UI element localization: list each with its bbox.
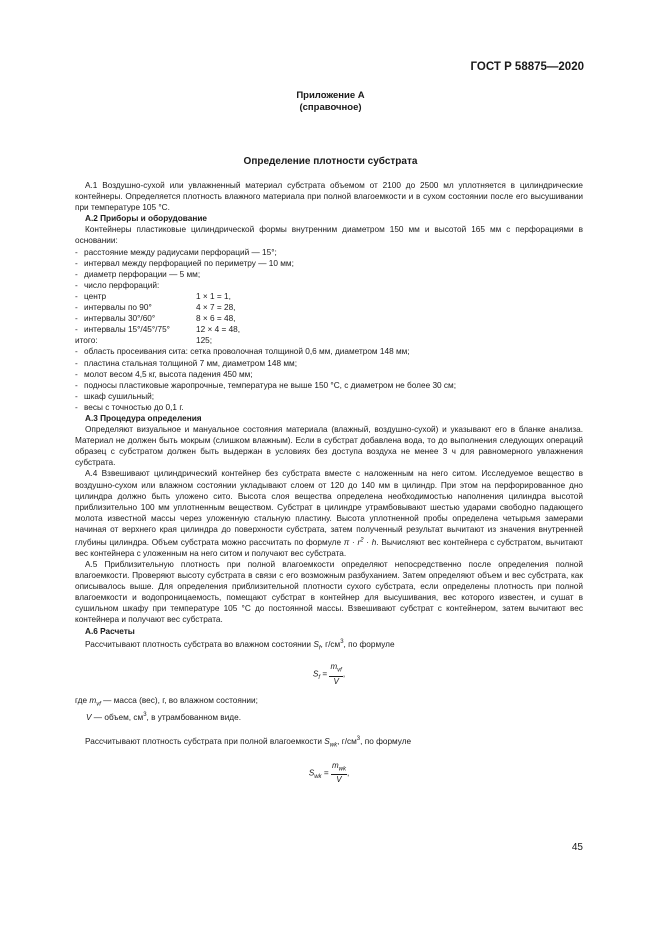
page-number: 45	[571, 842, 583, 853]
perforation-row: - интервалы 30°/60° 8 × 6 = 48,	[75, 314, 236, 324]
list-item: - пластина стальная толщиной 7 мм, диаметром 148 мм;	[75, 358, 297, 368]
volume-formula: $\pi \cdot r^2 \cdot h$	[343, 537, 377, 547]
list-item: - интервал между перфорацией по периметру — 10 мм;	[75, 258, 294, 268]
list-item: - расстояние между радиусами перфораций — 15°;	[75, 247, 277, 257]
paragraph-a5: А.5 Приблизительную плотность при полной влагоемкости определяют непосредственно после определения полной влагоемкости. Проверяют высоту субстрата в связи с его возможным разбуханием. Затем определяют объем и вес субстрата, как описывалось выше. Для определения приблизительной плотности сухого субстрата, если определены плотность при полной влагоемкости и водопроницаемость, помещают субстрат в контейнер для высушивания, вес которого известен, и сушат в сушильном шкафу при температуре 105 °С до постоянной массы. Взвешивают субстрат с контейнером, затем вычитают вес контейнера и получают вес субстрата.	[75, 559, 583, 625]
list-item: - молот весом 4,5 кг, высота падения 450 мм;	[75, 369, 253, 379]
list-item: - подносы пластиковые жаропрочные, температура не выше 150 °С, с диаметром не более 30 см;	[75, 380, 457, 390]
heading-a6: А.6 Расчеты	[85, 626, 135, 636]
legend-mass: где $m_{vf}$ — масса (вес), г, во влажном состоянии;	[75, 695, 258, 708]
paragraph-a3: Определяют визуальное и мануальное состояния материала (влажный, воздушно-сухой) и указывают его в бланке анализа. Материал не должен быть мокрым (слишком влажным). Если в субстрат добавлена вода, то до выполнения следующих операций образец с субстратом должен быть выдержан в условиях без доступа воздуха не менее 3 ч для равномерного увлажнения субстрата.	[75, 425, 583, 468]
heading-a2: А.2 Приборы и оборудование	[85, 214, 208, 224]
perforation-total: итого: 125;	[75, 336, 213, 346]
annex-note: (справочное)	[299, 102, 362, 113]
paragraph-a2-intro: Контейнеры пластиковые цилиндрической формы внутренним диаметром 150 мм и высотой 165 мм с перфорациями в основании:	[75, 225, 583, 246]
fraction: $\frac{m_{wk}}{V}$	[331, 760, 346, 785]
perforation-row: - интервалы 15°/45°/75° 12 × 4 = 48,	[75, 325, 241, 335]
perforation-row: - интервалы по 90° 4 × 7 = 28,	[75, 303, 236, 313]
fraction: $\frac{m_{vf}}{V}$	[330, 662, 342, 686]
heading-a3: А.3 Процедура определения	[85, 413, 202, 423]
calc-wet-density-text: Рассчитывают плотность субстрата во влажном состоянии $S_f$, $г/см^3$, по формуле	[85, 638, 395, 651]
list-item: - диаметр перфорации — 5 мм;	[75, 269, 201, 279]
document-body	[75, 180, 583, 785]
formula-full-capacity-density: $S_{wk}$ = $\frac{m_{wk}}{V}$ ,	[308, 760, 350, 785]
list-item: - область просеивания сита: сетка проволочная толщиной 0,6 мм, диаметром 148 мм;	[75, 347, 410, 357]
list-item: - весы с точностью до 0,1 г.	[75, 402, 184, 412]
paragraph-a1: А.1 Воздушно-сухой или увлажненный материал субстрата объемом от 2100 до 2500 мл уплотняется в цилиндрические контейнеры. Определяется плотность влажного материала при полной влагоемкости и в сухом состоянии после его высушивании при температуре 105 °С.	[75, 181, 583, 213]
perforation-row: - центр 1 × 1 = 1,	[75, 291, 231, 301]
list-item: - число перфораций:	[75, 280, 160, 290]
paragraph-a4: А.4 Взвешивают цилиндрический контейнер без субстрата вместе с наложенным на него ситом. Исследуемое вещество в воздушно-сухом или влажном состоянии укладывают слоем от 120 до 140 мм в цилиндр. При этом на перфорированное дно цилиндра должно быть уложено сито. Высота слоя вещества определена необходимостью наполнения цилиндра высотой приблизительно 100 мм уплотненным веществом. Субстрат в цилиндре утрамбовывают шестью ударами свободно падающего молота известной массы через уложенную стальную пластину. Высота уплотненной пробы определена четырьмя замерами начиная от верхнего края цилиндра до поверхности субстрата, затем полученный результат вычитают из значения внутренней глубины цилиндра. Объем субстрата можно рассчитать по формуле $\pi \cdot r^2 \cdot h$. Вычисляют вес контейнера с субстратом, вычитают вес контейнера с уложенным на него ситом и получают вес субстрата.	[75, 469, 584, 558]
section-title: Определение плотности субстрата	[243, 156, 418, 167]
list-item: - шкаф сушильный;	[75, 391, 155, 401]
legend-volume: V — объем, $см^3$, в утрамбованном виде.	[86, 712, 241, 723]
annex-title: Приложение А	[296, 90, 365, 101]
document-id: ГОСТ Р 58875—2020	[470, 61, 584, 73]
calc-full-capacity-text: Рассчитывают плотность субстрата при полной влагоемкости $S_{wk}$, $г/см^3$, по формуле	[85, 736, 412, 749]
formula-wet-density: $S_f$ = $\frac{m_{vf}}{V}$ ,	[312, 662, 346, 686]
